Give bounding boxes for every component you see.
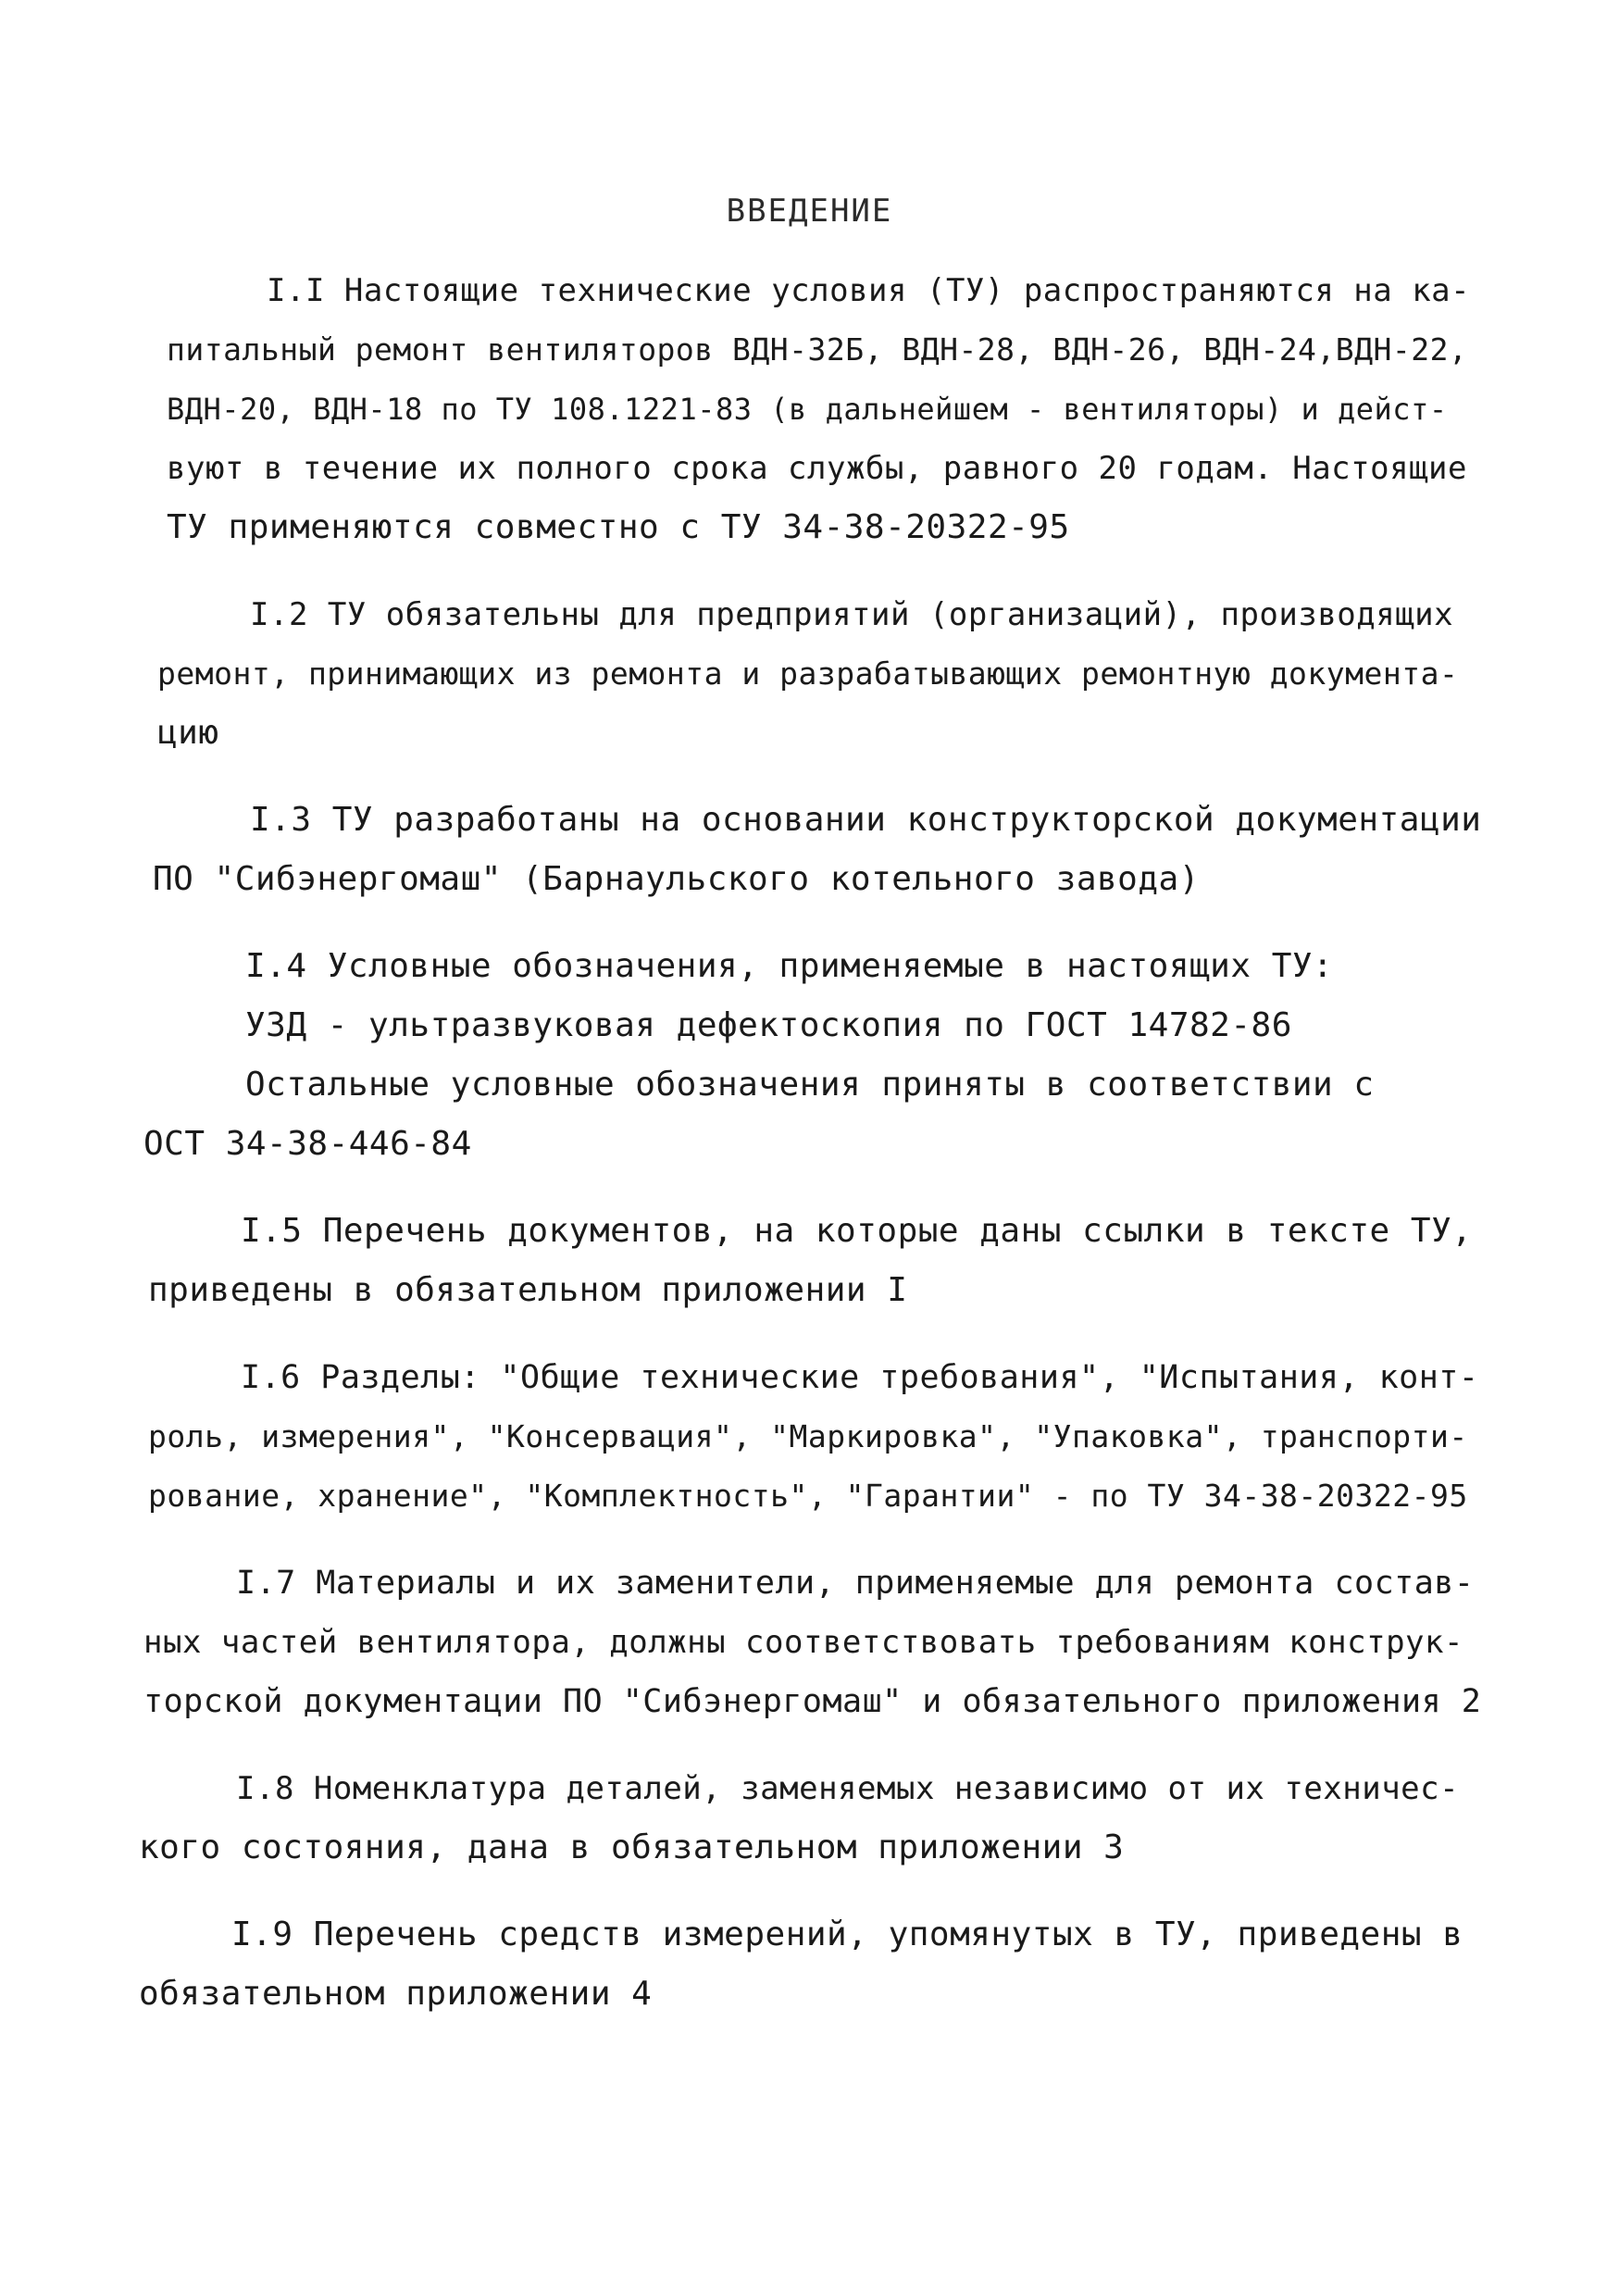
text-line: питальный ремонт вентиляторов ВДН-32Б, ВДН-28, ВДН-26, ВДН-24,ВДН-22,	[167, 331, 1468, 368]
text-line: ПО "Сибэнергомаш" (Барнаульского котельного завода)	[153, 860, 1200, 898]
text-line: І.4 Условные обозначения, применяемые в настоящих ТУ:	[245, 947, 1334, 985]
text-line: ВДН-20, ВДН-18 по ТУ 108.1221-83 (в дальнейшем - вентиляторы) и дейст-	[167, 392, 1448, 427]
text-line: І.8 Номенклатура деталей, заменяемых независимо от их техничес-	[236, 1770, 1460, 1807]
text-line: рование, хранение", "Комплектность", "Гарантии" - по ТУ 34-38-20322-95	[148, 1478, 1468, 1514]
text-line: УЗД - ультразвуковая дефектоскопия по ГОСТ 14782-86	[245, 1006, 1292, 1044]
text-line: ных частей вентилятора, должны соответствовать требованиям конструк-	[143, 1624, 1463, 1661]
text-line: І.6 Разделы: "Общие технические требования", "Испытания, конт-	[241, 1359, 1479, 1396]
text-line: І.7 Материалы и их заменители, применяемые для ремонта состав-	[236, 1565, 1475, 1602]
text-line: І.5 Перечень документов, на которые даны ссылки в тексте ТУ,	[241, 1212, 1473, 1250]
text-line: І.І Настоящие технические условия (ТУ) распространяются на ка-	[267, 272, 1471, 309]
text-line: І.2 ТУ обязательны для предприятий (организаций), производящих	[250, 596, 1454, 633]
text-line: вуют в течение их полного срока службы, равного 20 годам. Настоящие	[167, 450, 1467, 487]
text-line: приведены в обязательном приложении І	[148, 1271, 908, 1309]
text-line: ТУ применяются совместно с ТУ 34-38-20322-95	[167, 508, 1070, 546]
text-line: торской документации ПО "Сибэнергомаш" и обязательного приложения 2	[143, 1683, 1482, 1720]
text-line: Остальные условные обозначения приняты в соответствии с	[245, 1066, 1375, 1104]
page-heading: ВВЕДЕНИЕ	[726, 193, 893, 230]
text-line: роль, измерения", "Консервация", "Маркировка", "Упаковка", транспорти-	[148, 1418, 1468, 1454]
text-line: кого состояния, дана в обязательном приложении 3	[139, 1828, 1125, 1866]
text-line: ОСТ 34-38-446-84	[143, 1125, 472, 1163]
text-line: І.9 Перечень средств измерений, упомянутых в ТУ, приведены в	[231, 1915, 1463, 1953]
text-line: цию	[157, 714, 219, 752]
text-line: І.3 ТУ разработаны на основании конструкторской документации	[250, 801, 1482, 839]
text-line: обязательном приложении 4	[139, 1975, 653, 2013]
text-line: ремонт, принимающих из ремонта и разрабатывающих ремонтную документа-	[157, 655, 1459, 692]
